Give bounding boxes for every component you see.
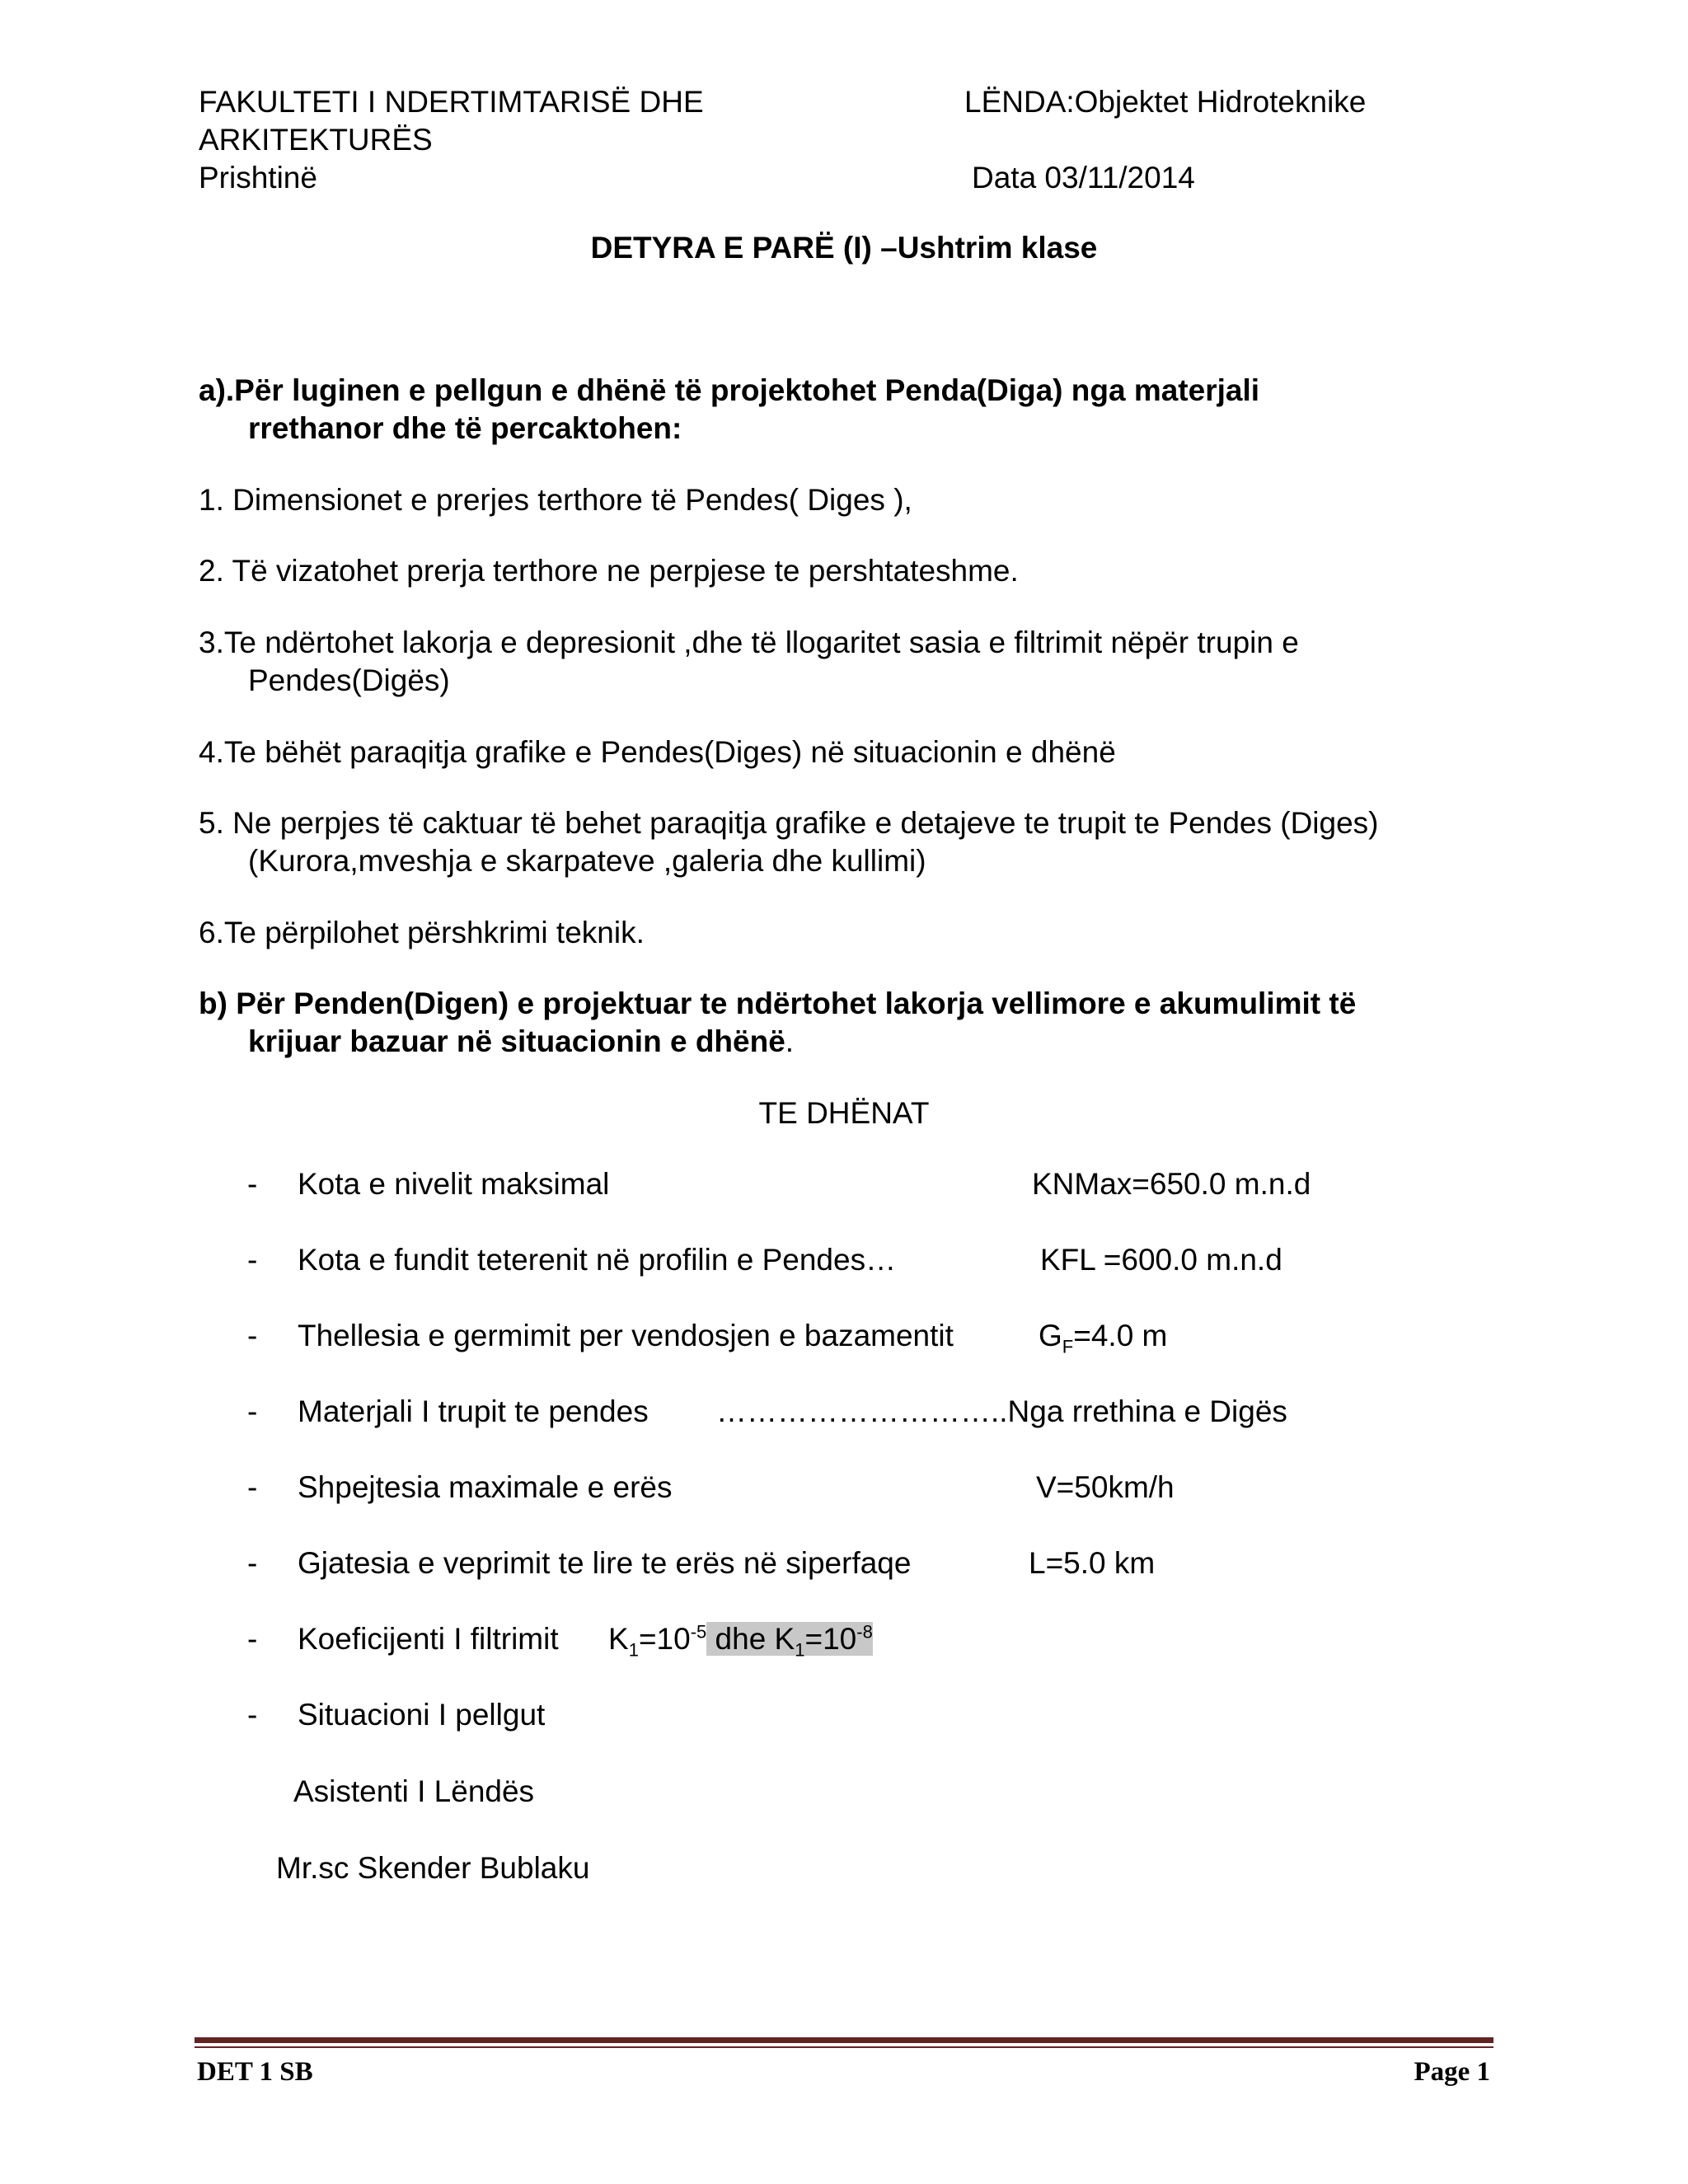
data-item-value: L=5.0 km bbox=[1029, 1546, 1156, 1580]
k-exponent: -8 bbox=[856, 1621, 873, 1643]
signature-role: Asistenti I Lëndës bbox=[293, 1774, 535, 1808]
part-a-line2: rrethanor dhe të percaktohen: bbox=[248, 411, 682, 445]
task-5-line1: 5. Ne perpjes të caktuar të behet paraqitja grafike e detajeve te trupit te Pendes (Diges) bbox=[199, 806, 1379, 840]
faculty-name-line2: ARKITEKTURËS bbox=[199, 123, 433, 157]
data-item-label: Kota e nivelit maksimal bbox=[298, 1167, 610, 1201]
data-heading: TE DHËNAT bbox=[758, 1096, 930, 1130]
k-equals: =10 bbox=[638, 1622, 691, 1656]
list-bullet: - bbox=[247, 1319, 258, 1352]
data-item-value: KFL =600.0 m.n.d bbox=[1040, 1243, 1282, 1277]
task-1: 1. Dimensionet e prerjes terthore të Pendes( Diges ), bbox=[199, 483, 912, 517]
gf-value: =4.0 m bbox=[1073, 1319, 1168, 1352]
data-item-label: Koeficijenti I filtrimit bbox=[298, 1622, 559, 1656]
data-item-value bbox=[608, 1619, 873, 1659]
signature-name: Mr.sc Skender Bublaku bbox=[276, 1851, 590, 1885]
highlighted-text bbox=[706, 1621, 873, 1661]
list-bullet: - bbox=[247, 1167, 258, 1201]
task-3-line1: 3.Te ndërtohet lakorja e depresionit ,dhe të llogaritet sasia e filtrimit nëpër trupin e bbox=[199, 626, 1299, 659]
k-conjunction: dhe K bbox=[706, 1622, 795, 1656]
part-b-line2-text: krijuar bazuar në situacionin e dhënë bbox=[248, 1024, 785, 1058]
date: Data 03/11/2014 bbox=[972, 161, 1195, 194]
data-item-value: V=50km/h bbox=[1036, 1470, 1175, 1504]
footer-rule bbox=[195, 2037, 1493, 2043]
data-item-value bbox=[1039, 1316, 1167, 1356]
list-bullet: - bbox=[247, 1546, 258, 1580]
task-2: 2. Të vizatohet prerja terthore ne perpjese te pershtateshme. bbox=[199, 554, 1019, 588]
list-bullet: - bbox=[247, 1698, 258, 1732]
k-subscript: 1 bbox=[795, 1639, 805, 1661]
part-b-line2 bbox=[248, 1022, 794, 1062]
k-exponent: -5 bbox=[690, 1621, 707, 1643]
data-item-value: KNMax=650.0 m.n.d bbox=[1032, 1167, 1311, 1201]
gf-symbol: G bbox=[1039, 1319, 1062, 1352]
task-5-line2: (Kurora,mveshja e skarpateve ,galeria dhe kullimi) bbox=[248, 844, 926, 878]
data-item-label: Materjali I trupit te pendes bbox=[298, 1394, 649, 1428]
task-4: 4.Te bëhët paraqitja grafike e Pendes(Diges) në situacionin e dhënë bbox=[199, 735, 1116, 769]
data-item-label: Thellesia e germimit per vendosjen e bazamentit bbox=[298, 1319, 954, 1352]
k-symbol: K bbox=[608, 1622, 629, 1656]
k-equals: =10 bbox=[804, 1622, 857, 1656]
list-bullet: - bbox=[247, 1470, 258, 1504]
city: Prishtinë bbox=[199, 161, 317, 194]
list-bullet: - bbox=[247, 1394, 258, 1428]
task-3-line2: Pendes(Digës) bbox=[248, 663, 450, 697]
subject: LËNDA:Objektet Hidroteknike bbox=[964, 85, 1367, 119]
task-6: 6.Te përpilohet përshkrimi teknik. bbox=[199, 916, 645, 949]
page-title: DETYRA E PARË (I) –Ushtrim klase bbox=[590, 231, 1098, 265]
faculty-name-line1: FAKULTETI I NDERTIMTARISË DHE bbox=[199, 85, 704, 119]
data-item-label: Situacioni I pellgut bbox=[298, 1698, 546, 1732]
data-item-label: Gjatesia e veprimit te lire te erës në siperfaqe bbox=[298, 1546, 912, 1580]
part-a-line1: a).Për luginen e pellgun e dhënë të projektohet Penda(Diga) nga materjali bbox=[199, 373, 1260, 407]
k-subscript: 1 bbox=[628, 1639, 639, 1661]
list-bullet: - bbox=[247, 1622, 258, 1656]
part-b-line2-period: . bbox=[785, 1024, 795, 1058]
page-number: Page 1 bbox=[1414, 2057, 1490, 2087]
part-b-line1: b) Për Penden(Digen) e projektuar te ndërtohet lakorja vellimore e akumulimit të bbox=[199, 987, 1357, 1020]
footer-rule-thin bbox=[195, 2046, 1493, 2048]
footer-left: DET 1 SB bbox=[197, 2057, 313, 2087]
data-item-label: Kota e fundit teterenit në profilin e Pendes… bbox=[298, 1243, 897, 1277]
gf-subscript: F bbox=[1062, 1336, 1074, 1357]
data-item-value: ………………………..Nga rrethina e Digës bbox=[716, 1394, 1287, 1428]
data-item-label: Shpejtesia maximale e erës bbox=[298, 1470, 673, 1504]
list-bullet: - bbox=[247, 1243, 258, 1277]
